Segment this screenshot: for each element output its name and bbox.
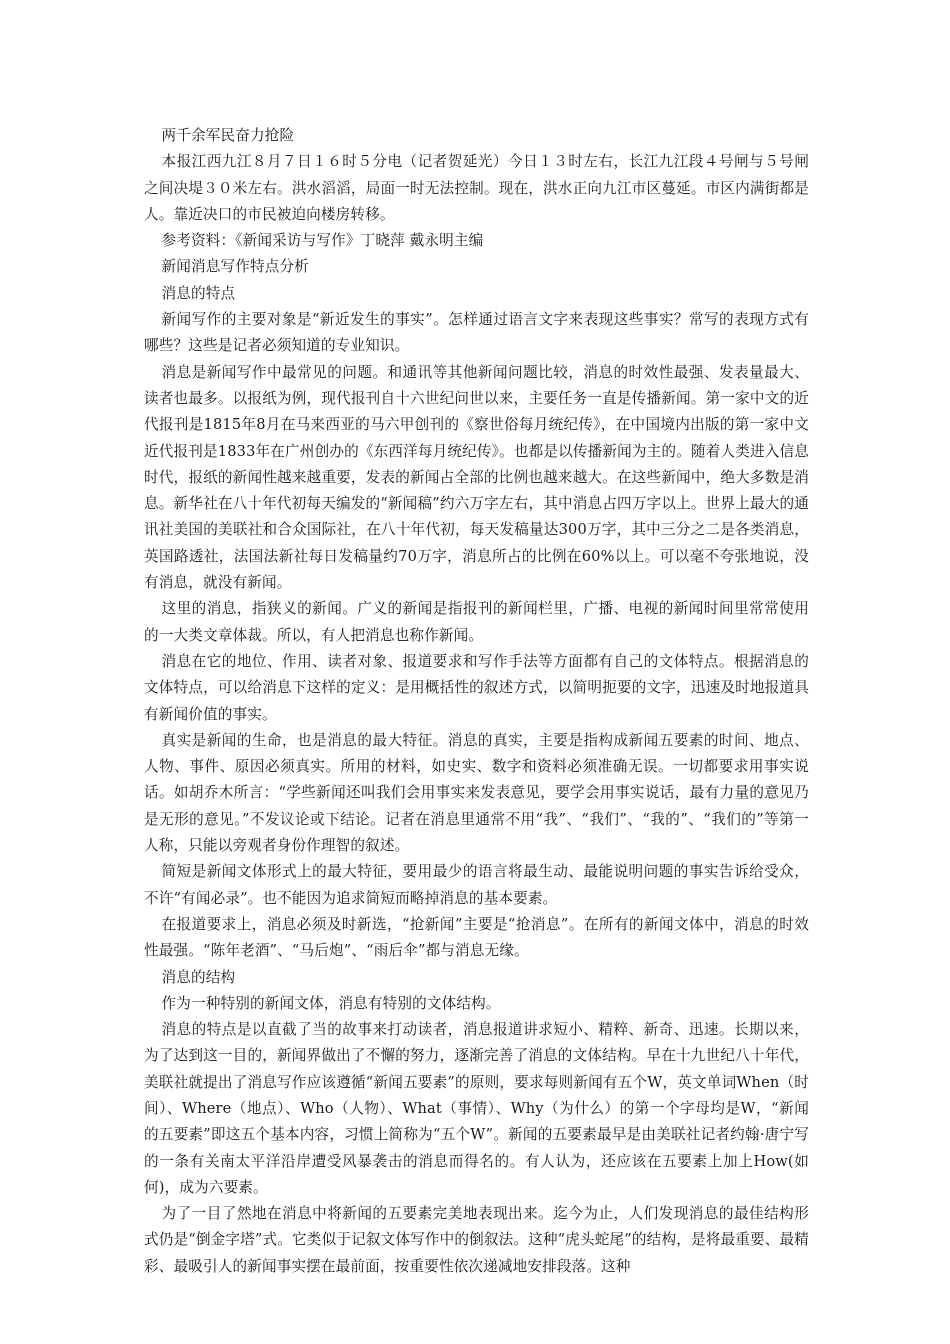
body-paragraph: 新闻写作的主要对象是“新近发生的事实”。怎样通过语言文字来表现这些事实？常写的表现方式有哪些？这些是记者必须知道的专业知识。 (144, 311, 809, 355)
section-heading-structure: 消息的结构 (161, 968, 236, 986)
body-paragraph: 简短是新闻文体形式上的最大特征，要用最少的语言将最生动、最能说明问题的事实告诉给受众，不许“有闻必录”。也不能因为追求简短而略掉消息的基本要素。 (144, 863, 809, 907)
body-paragraph: 在报道要求上，消息必须及时新选，“抢新闻”主要是“抢消息”。在所有的新闻文体中，消息的时效性最强。“陈年老酒”、“马后炮”、“雨后伞”都与消息无缘。 (144, 915, 809, 960)
news-dispatch-paragraph: 本报江西九江８月７日１６时５分电（记者贺延光）今日１３时左右，长江九江段４号闸与５号闸之间决堤３０米左右。洪水滔滔，局面一时无法控制。现在，洪水正向九江市区蔓延。市区内满街都是人。靠近决口的市民被迫向楼房转移。 (144, 153, 809, 223)
article-title: 新闻消息写作特点分析 (161, 258, 309, 276)
document-body (144, 123, 809, 1280)
section-heading-features: 消息的特点 (161, 284, 236, 302)
reference-source-line: 参考资料：《新闻采访与写作》丁晓萍 戴永明主编 (161, 232, 484, 250)
body-paragraph: 消息是新闻写作中最常见的问题。和通讯等其他新闻问题比较，消息的时效性最强、发表量最大、读者也最多。以报纸为例，现代报刊自十六世纪问世以来，主要任务一直是传播新闻。第一家中文的近代报刊是1815年8月在马来西亚的马六甲创刊的《察世俗每月统纪传》，在中国境内出版的第一家中文近代报刊是1833年在广州创办的《东西洋每月统纪传》。也都是以传播新闻为主的。随着人类进入信息时代，报纸的新闻性越来越重要，发表的新闻占全部的比例也越来越大。在这些新闻中，绝大多数是消息。新华社在八十年代初每天编发的“新闻稿”约六万字左右，其中消息占四万字以上。世界上最大的通讯社美国的美联社和合众国际社，在八十年代初，每天发稿量达300万字，其中三分之二是各类消息，英国路透社，法国法新社每日发稿量约70万字，消息所占的比例在60%以上。可以毫不夸张地说，没有消息，就没有新闻。 (144, 363, 809, 592)
body-paragraph: 消息的特点是以直截了当的故事来打动读者，消息报道讲求短小、精粹、新奇、迅速。长期以来，为了达到这一目的，新闻界做出了不懈的努力，逐渐完善了消息的文体结构。早在十九世纪八十年代，美联社就提出了消息写作应该遵循“新闻五要素”的原则，要求每则新闻有五个W，英文单词When（时间）、Where（地点）、Who（人物）、What（事情）、Why（为什么）的第一个字母均是W，“新闻的五要素”即这五个基本内容，习惯上简称为“五个W”。新闻的五要素最早是由美联社记者约翰·唐宁写的一条有关南太平洋沿岸遭受风暴袭击的消息而得名的。有人认为，还应该在五要素上加上How(如何)，成为六要素。 (144, 1021, 809, 1196)
body-paragraph: 作为一种特别的新闻文体，消息有特别的文体结构。 (161, 994, 501, 1012)
body-paragraph: 消息在它的地位、作用、读者对象、报道要求和写作手法等方面都有自己的文体特点。根据消息的文体特点，可以给消息下这样的定义：是用概括性的叙述方式，以简明扼要的文字，迅速及时地报道具有新闻价值的事实。 (144, 652, 809, 723)
body-paragraph: 真实是新闻的生命，也是消息的最大特征。消息的真实，主要是指构成新闻五要素的时间、地点、人物、事件、原因必须真实。所用的材料，如史实、数字和资料必须准确无误。一切都要求用事实说话。如胡乔木所言：“学些新闻还叫我们会用事实来发表意见，要学会用事实说话，最有力量的意见乃是无形的意见。”不发议论或下结论。记者在消息里通常不用“我”、“我们”、“我的”、“我们的”等第一人称，只能以旁观者身份作理智的叙述。 (144, 731, 809, 855)
body-paragraph: 这里的消息，指狭义的新闻。广义的新闻是指报刊的新闻栏里，广播、电视的新闻时间里常常使用的一大类文章体裁。所以，有人把消息也称作新闻。 (144, 600, 809, 644)
body-paragraph: 为了一目了然地在消息中将新闻的五要素完美地表现出来。迄今为止，人们发现消息的最佳结构形式仍是“倒金字塔”式。它类似于记叙文体写作中的倒叙法。这种“虎头蛇尾”的结构，是将最重要、最精彩、最吸引人的新闻事实摆在最前面，按重要性依次递减地安排段落。这种 (144, 1205, 809, 1275)
news-headline: 两千余军民奋力抢险 (161, 127, 295, 144)
